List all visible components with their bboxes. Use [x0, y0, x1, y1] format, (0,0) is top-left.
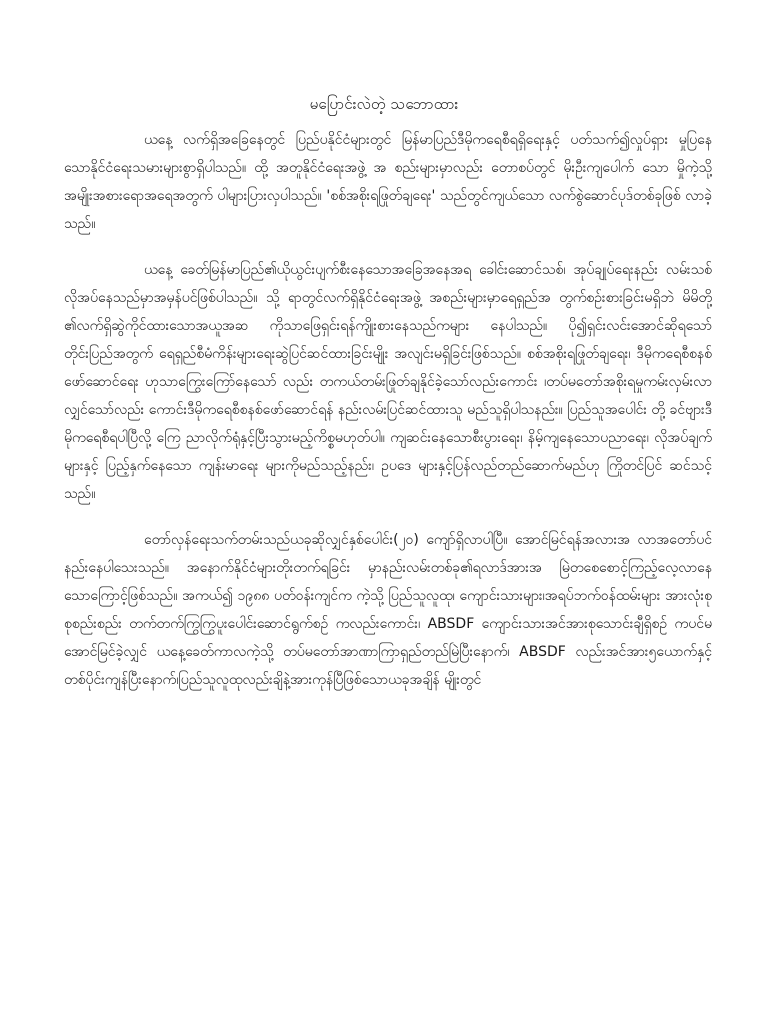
document-title: မပြောင်းလဲတဲ့ သဘောထား	[309, 95, 459, 113]
document-body	[64, 126, 712, 712]
paragraph: ယနေ့ လက်ရှိအခြေနေတွင် ပြည်ပနိုင်ငံများတွင် မြန်မာပြည်ဒီမိုကရေစီရရှိရေးနှင့် ပတ်သက်၍လှုပ်ရှား မှုပြနေ သောနိုင်ငံရေးသမားများစွာရှိပါသည်။ ထို့ အတူနိုင်ငံရေးအဖွဲ့ အ စည်းများမှာလည်း တောစပ်တွင် မိုးဦးကျပေါက် သော မှိုကဲ့သို့ အမျိုးအစားရောအရေအတွက် ပါများပြားလှပါသည်။ 'စစ်အစိုးရဖြုတ်ချရေး' သည်တွင်ကျယ်သော လက်စွဲဆောင်ပုဒ်တစ်ခုဖြစ် လာခဲ့သည်။	[64, 132, 712, 232]
paragraph: တော်လှန်ရေးသက်တမ်းသည်ယခုဆိုလျှင်နှစ်ပေါင်း(၂၀) ကျော်ရှိလာပါပြီ။ အောင်မြင်ရန်အလားအ လာအတော်ပင်နည်းနေပါသေးသည်။ အနောက်နိုင်ငံများတိုးတက်ရခြင်း မှာနည်းလမ်းတစ်ခု၏ရလာဒ်အားအ မြဲတစေစောင့်ကြည့်လေ့လာနေသောကြောင့်ဖြစ်သည်။ အကယ်၍ ၁၉၈၈ ပတ်ဝန်းကျင်က ကဲ့သို့ ပြည်သူလူထု၊ ကျောင်းသားများ၊အရပ်ဘက်ဝန်ထမ်းများ အားလုံးစုစုစည်းစည်း တက်တက်ကြွကြွပူးပေါင်းဆောင်ရွက်စဉ် ကလည်းကောင်း၊ ABSDF ကျောင်းသားအင်အားစုသောင်းချီရှိစဉ် ကပင်မအောင်မြင်ခဲ့လျှင် ယနေ့ခေတ်ကာလကဲ့သို့ တပ်မတော်အာဏာကြာရှည်တည်မြဲပြီးနောက်၊ ABSDF လည်းအင်အား၅ယောက်နှင့် တစ်ပိုင်းကျန်ပြီးနောက်၊ပြည်သူလူထုလည်းချိနဲ့အားကုန်ပြီဖြစ်သောယခုအချိန် မျိုးတွင်	[64, 532, 712, 688]
paragraph: ယနေ့ ခေတ်မြန်မာပြည်၏ယိုယွင်းပျက်စီးနေသောအခြေအနေအရ ခေါင်းဆောင်သစ်၊ အုပ်ချုပ်ရေးနည်း လမ်းသစ်လိုအပ်နေသည်မှာအမှန်ပင်ဖြစ်ပါသည်။ သို့ ရာတွင်လက်ရှိနိုင်ငံရေးအဖွဲ့ အစည်းများမှာရေရှည်အ တွက်စဉ်းစားခြင်းမရှိဘဲ မိမိတို့ ၏လက်ရှိဆွဲကိုင်ထားသောအယူအဆ ကိုသာဖြေရှင်းရန်ကျိုးစားနေသည်ကများ နေပါသည်။ ပို၍ရှင်းလင်းအောင်ဆိုရသော် တိုင်းပြည်အတွက် ရေရှည်စီမံကိန်းများရေးဆွဲပြင်ဆင်ထားခြင်းမျိုး အလျင်းမရှိခြင်းဖြစ်သည်။ စစ်အစိုးရဖြုတ်ချရေး၊ ဒီမိုကရေစီစနစ်ဖော်ဆောင်ရေး ဟုသာကြွေးကြော်နေသော် လည်း တကယ်တမ်းဖြုတ်ချနိုင်ခဲ့သော်လည်းကောင်း ၊တပ်မတော်အစိုးရမှုကမ်းလှမ်းလာလျှင်သော်လည်း ကောင်းဒီမိုကရေစီစနစ်ဖော်ဆောင်ရန် နည်းလမ်းပြင်ဆင်ထားသူ မည်သူရှိပါသနည်း။ ပြည်သူအပေါင်း တို့ ခင်ဗျားဒီမိုကရေစီရပါပြီလို့ ကြေ ညာလိုက်ရုံနှင့်ပြီးသွားမည့်ကိစ္စမဟုတ်ပါ။ ကျဆင်းနေသောစီးပွားရေး၊ နိမ့်ကျနေသောပညာရေး၊ လိုအပ်ချက်များနှင့် ပြည့်နှက်နေသော ကျန်းမာရေး များကိုမည်သည့်နည်း၊ ဥပဒေ များနှင့်ပြန်လည်တည်ဆောက်မည်ဟု ကြိုတင်ပြင် ဆင်သင့်သည်။	[64, 262, 712, 502]
